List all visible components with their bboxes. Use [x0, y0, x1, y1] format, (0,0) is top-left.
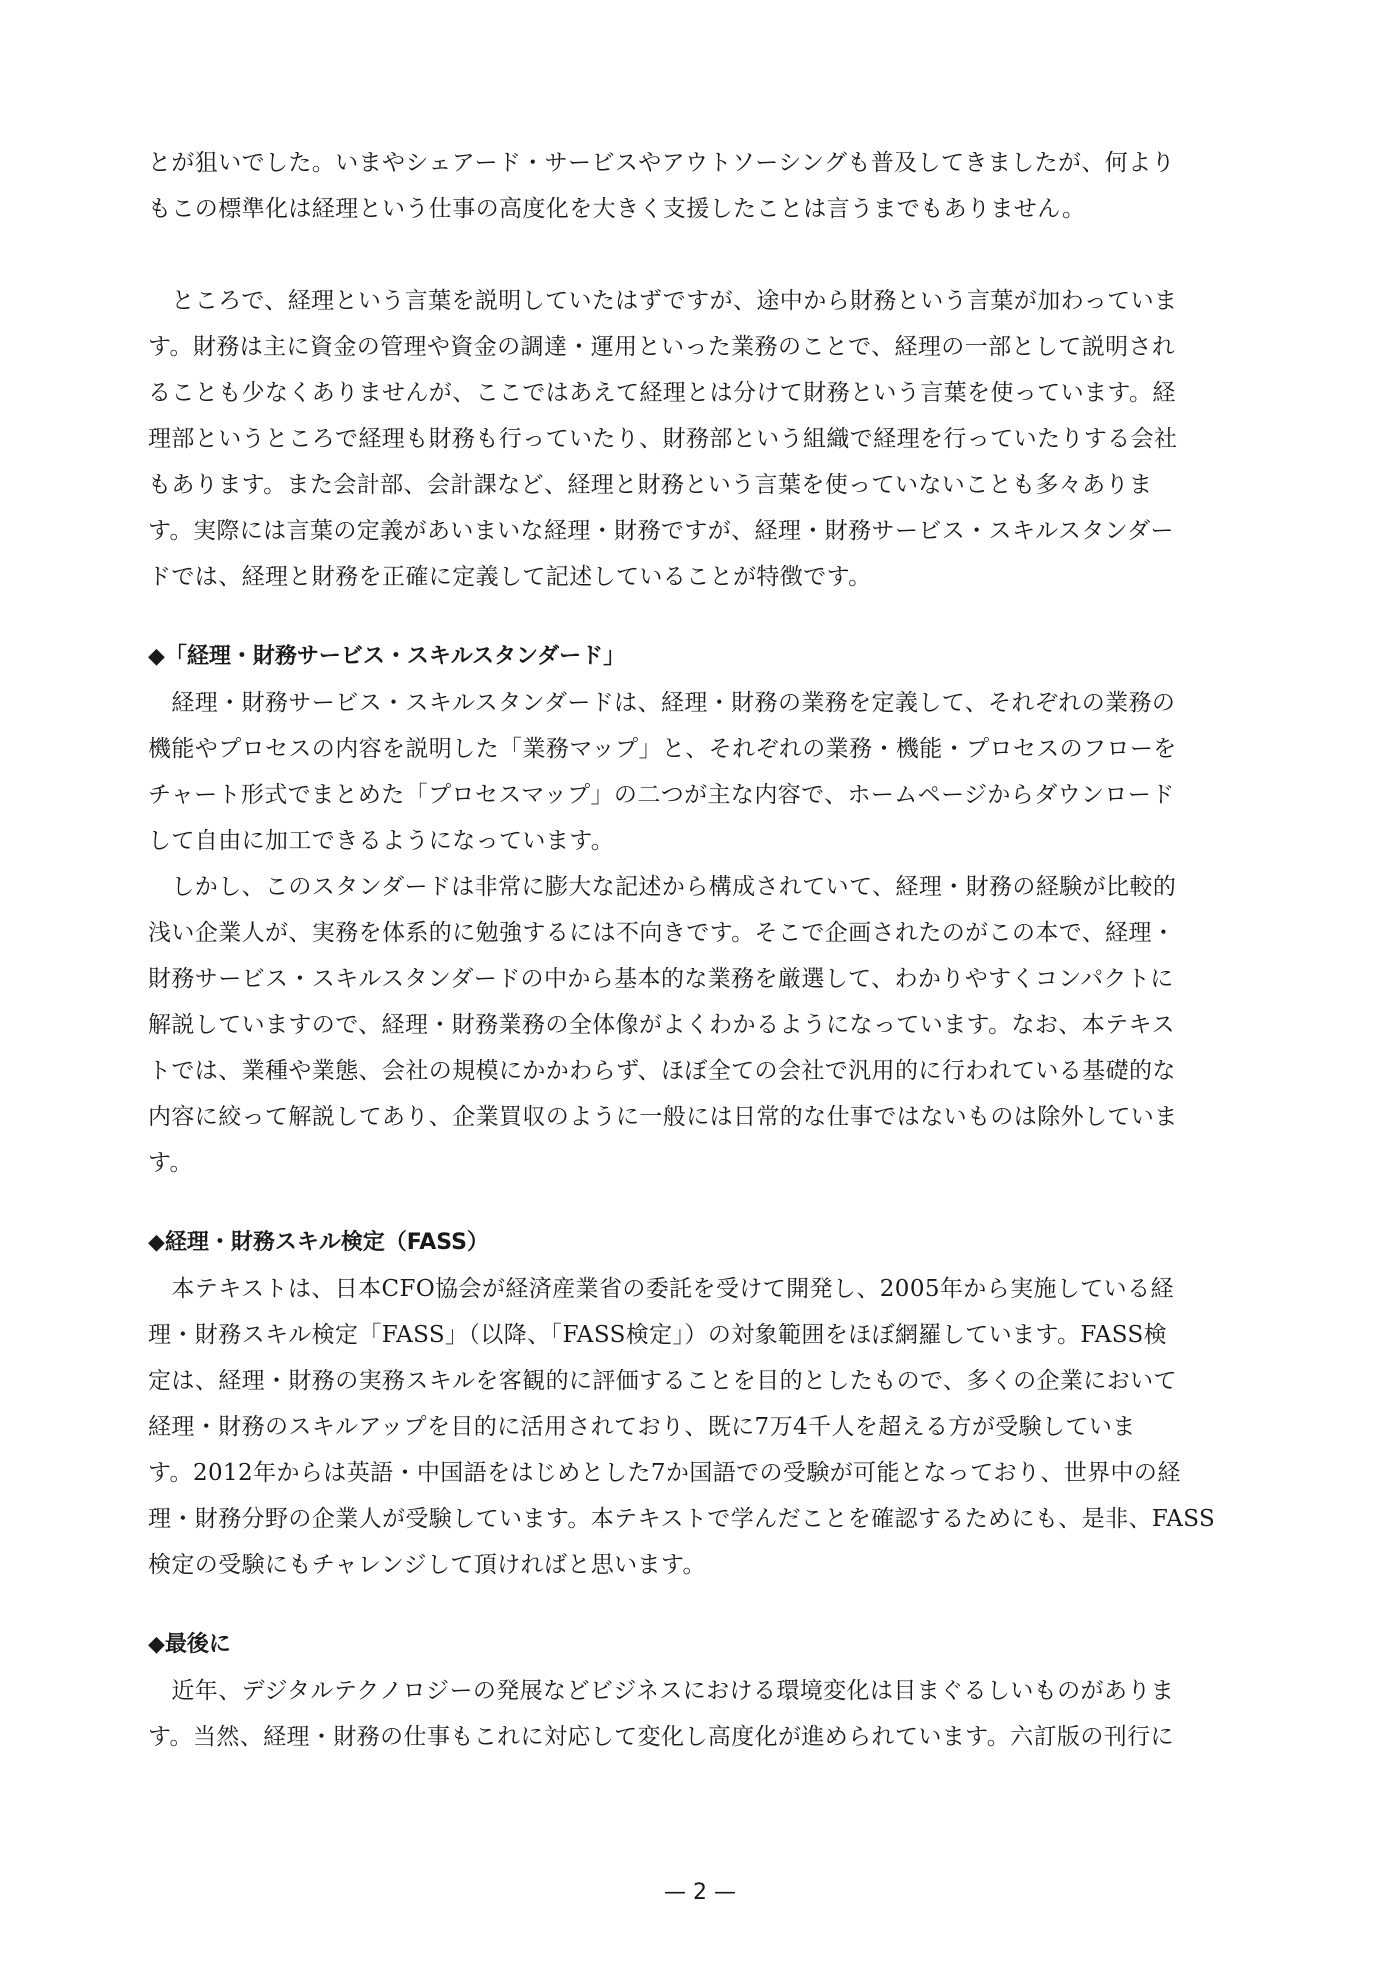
text-line: す。当然、経理・財務の仕事もこれに対応して変化し高度化が進められています。六訂版の刊行に [148, 1724, 1174, 1750]
text-line: 内容に絞って解説してあり、企業買収のように一般には日常的な仕事ではないものは除外していま [148, 1104, 1178, 1130]
text-line: トでは、業種や業態、会社の規模にかかわらず、ほぼ全ての会社で汎用的に行われている基礎的な [148, 1058, 1176, 1084]
text-line: す。 [148, 1150, 193, 1176]
text-line: 理・財務分野の企業人が受験しています。本テキストで学んだことを確認するためにも、是非、FASS [148, 1506, 1216, 1532]
text-line: もこの標準化は経理という仕事の高度化を大きく支援したことは言うまでもありません。 [148, 196, 1086, 222]
text-line: す。2012年からは英語・中国語をはじめとした7か国語での受験が可能となっており、世界中の経 [148, 1460, 1181, 1486]
text-line: もあります。また会計部、会計課など、経理と財務という言葉を使っていないことも多々ありま [148, 472, 1153, 498]
text-line: 機能やプロセスの内容を説明した「業務マップ」と、それぞれの業務・機能・プロセスのフローを [148, 736, 1177, 762]
page-number: — 2 — [664, 1880, 736, 1905]
terms-paragraph [148, 278, 1252, 600]
section-spacer [148, 1186, 1252, 1220]
text-line: 財務サービス・スキルスタンダードの中から基本的な業務を厳選して、わかりやすくコンパクトに [148, 966, 1174, 992]
section-fass [148, 1220, 1252, 1588]
text-line: ドでは、経理と財務を正確に定義して記述していることが特徴です。 [148, 564, 872, 590]
text-line: チャート形式でまとめた「プロセスマップ」の二つが主な内容で、ホームページからダウンロード [148, 782, 1175, 808]
text-line: して自由に加工できるようになっています。 [148, 828, 615, 854]
text-line: 近年、デジタルテクノロジーの発展などビジネスにおける環境変化は目まぐるしいものがありま [148, 1678, 1175, 1704]
text-line: 経理・財務のスキルアップを目的に活用されており、既に7万4千人を超える方が受験していま [148, 1414, 1136, 1440]
intro-paragraph [148, 140, 1252, 232]
text-line: 浅い企業人が、実務を体系的に勉強するには不向きです。そこで企画されたのがこの本で、経理・ [148, 920, 1176, 946]
section-skill-standard [148, 634, 1252, 1186]
text-line: とが狙いでした。いまやシェアード・サービスやアウトソーシングも普及してきましたが、何より [148, 150, 1175, 176]
text-line: ることも少なくありませんが、ここではあえて経理とは分けて財務という言葉を使っています。経 [148, 380, 1176, 406]
text-line: す。財務は主に資金の管理や資金の調達・運用といった業務のことで、経理の一部として説明され [148, 334, 1176, 360]
text-line: 理部というところで経理も財務も行っていたり、財務部という組織で経理を行っていたりする会社 [148, 426, 1178, 452]
section-closing [148, 1622, 1252, 1760]
text-line: 定は、経理・財務の実務スキルを客観的に評価することを目的としたもので、多くの企業において [148, 1368, 1177, 1394]
section-spacer [148, 600, 1252, 634]
section-heading: ◆「経理・財務サービス・スキルスタンダード」 [148, 644, 626, 669]
section-spacer [148, 1588, 1252, 1622]
text-line: す。実際には言葉の定義があいまいな経理・財務ですが、経理・財務サービス・スキルスタンダー [148, 518, 1174, 544]
text-line: 理・財務スキル検定「FASS」（以降、「FASS検定」）の対象範囲をほぼ網羅しています。FASS検 [148, 1322, 1168, 1348]
document-page [148, 140, 1252, 1760]
text-line: ところで、経理という言葉を説明していたはずですが、途中から財務という言葉が加わっていま [148, 288, 1178, 314]
text-line: 本テキストは、日本CFO協会が経済産業省の委託を受けて開発し、2005年から実施している経 [148, 1276, 1174, 1302]
text-line: 検定の受験にもチャレンジして頂ければと思います。 [148, 1552, 706, 1578]
text-line: 解説していますので、経理・財務業務の全体像がよくわかるようになっています。なお、本テキス [148, 1012, 1175, 1038]
section-heading: ◆最後に [148, 1632, 231, 1657]
paragraph-spacer [148, 232, 1252, 278]
text-line: 経理・財務サービス・スキルスタンダードは、経理・財務の業務を定義して、それぞれの業務の [148, 690, 1176, 716]
text-line: しかし、このスタンダードは非常に膨大な記述から構成されていて、経理・財務の経験が比較的 [148, 874, 1177, 900]
section-heading: ◆経理・財務スキル検定（FASS） [148, 1230, 489, 1255]
